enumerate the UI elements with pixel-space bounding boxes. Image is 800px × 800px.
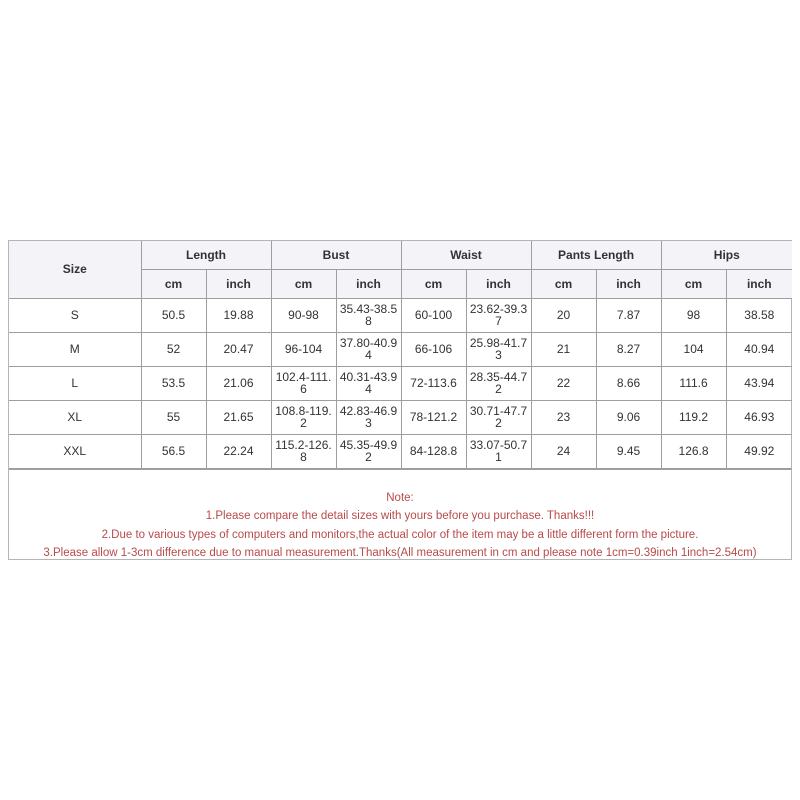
table-cell: 43.94 [726,366,792,400]
size-cell: M [9,332,141,366]
unit-header: cm [271,269,336,298]
unit-header: inch [466,269,531,298]
table-cell: 90-98 [271,298,336,332]
unit-header: cm [531,269,596,298]
size-cell: XXL [9,434,141,468]
table-cell: 96-104 [271,332,336,366]
note-line: 1.Please compare the detail sizes with yours before you purchase. Thanks!!! [205,510,595,522]
size-chart [8,240,792,560]
table-cell: 49.92 [726,434,792,468]
table-cell: 7.87 [596,298,661,332]
table-cell: 9.06 [596,400,661,434]
table-row [9,298,792,332]
table-cell: 23.62-39.37 [466,298,531,332]
table-cell: 21 [531,332,596,366]
table-row [9,400,792,434]
table-row [9,332,792,366]
unit-header: inch [596,269,661,298]
table-cell: 66-106 [401,332,466,366]
group-header-row [9,241,792,269]
table-cell: 108.8-119.2 [271,400,336,434]
table-cell: 38.58 [726,298,792,332]
unit-header: inch [726,269,792,298]
size-cell: XL [9,400,141,434]
note-line: 3.Please allow 1-3cm difference due to manual measurement.Thanks(All measurement in cm and please note 1cm=0.39inch 1inch=2.54cm) [43,547,757,559]
group-header-hips: Hips [661,241,792,269]
table-cell: 52 [141,332,206,366]
size-table [9,241,792,469]
size-column-header: Size [9,241,141,298]
table-cell: 28.35-44.72 [466,366,531,400]
group-header-bust: Bust [271,241,401,269]
table-cell: 126.8 [661,434,726,468]
group-header-waist: Waist [401,241,531,269]
table-cell: 20 [531,298,596,332]
table-cell: 30.71-47.72 [466,400,531,434]
table-row [9,434,792,468]
table-cell: 115.2-126.8 [271,434,336,468]
notes-section [9,469,791,560]
group-header-pants-length: Pants Length [531,241,661,269]
table-cell: 8.66 [596,366,661,400]
table-cell: 42.83-46.93 [336,400,401,434]
table-cell: 55 [141,400,206,434]
unit-header: cm [401,269,466,298]
table-cell: 98 [661,298,726,332]
table-cell: 8.27 [596,332,661,366]
table-cell: 20.47 [206,332,271,366]
table-cell: 19.88 [206,298,271,332]
size-cell: S [9,298,141,332]
table-cell: 35.43-38.58 [336,298,401,332]
table-cell: 119.2 [661,400,726,434]
table-cell: 102.4-111.6 [271,366,336,400]
table-cell: 37.80-40.94 [336,332,401,366]
size-cell: L [9,366,141,400]
table-cell: 78-121.2 [401,400,466,434]
table-cell: 45.35-49.92 [336,434,401,468]
table-cell: 46.93 [726,400,792,434]
group-header-length: Length [141,241,271,269]
unit-header: inch [336,269,401,298]
table-cell: 111.6 [661,366,726,400]
table-cell: 9.45 [596,434,661,468]
table-cell: 25.98-41.73 [466,332,531,366]
table-row [9,366,792,400]
table-cell: 53.5 [141,366,206,400]
note-line: 2.Due to various types of computers and monitors,the actual color of the item may be a little different form the picture. [101,528,699,541]
table-cell: 40.31-43.94 [336,366,401,400]
table-cell: 50.5 [141,298,206,332]
table-cell: 40.94 [726,332,792,366]
table-cell: 23 [531,400,596,434]
table-cell: 104 [661,332,726,366]
unit-header: cm [661,269,726,298]
table-cell: 84-128.8 [401,434,466,468]
table-cell: 24 [531,434,596,468]
table-cell: 21.06 [206,366,271,400]
unit-header: inch [206,269,271,298]
table-cell: 56.5 [141,434,206,468]
table-cell: 33.07-50.71 [466,434,531,468]
table-cell: 21.65 [206,400,271,434]
table-cell: 22 [531,366,596,400]
table-cell: 60-100 [401,298,466,332]
notes-title: Note: [386,491,414,504]
table-cell: 72-113.6 [401,366,466,400]
unit-header: cm [141,269,206,298]
table-cell: 22.24 [206,434,271,468]
